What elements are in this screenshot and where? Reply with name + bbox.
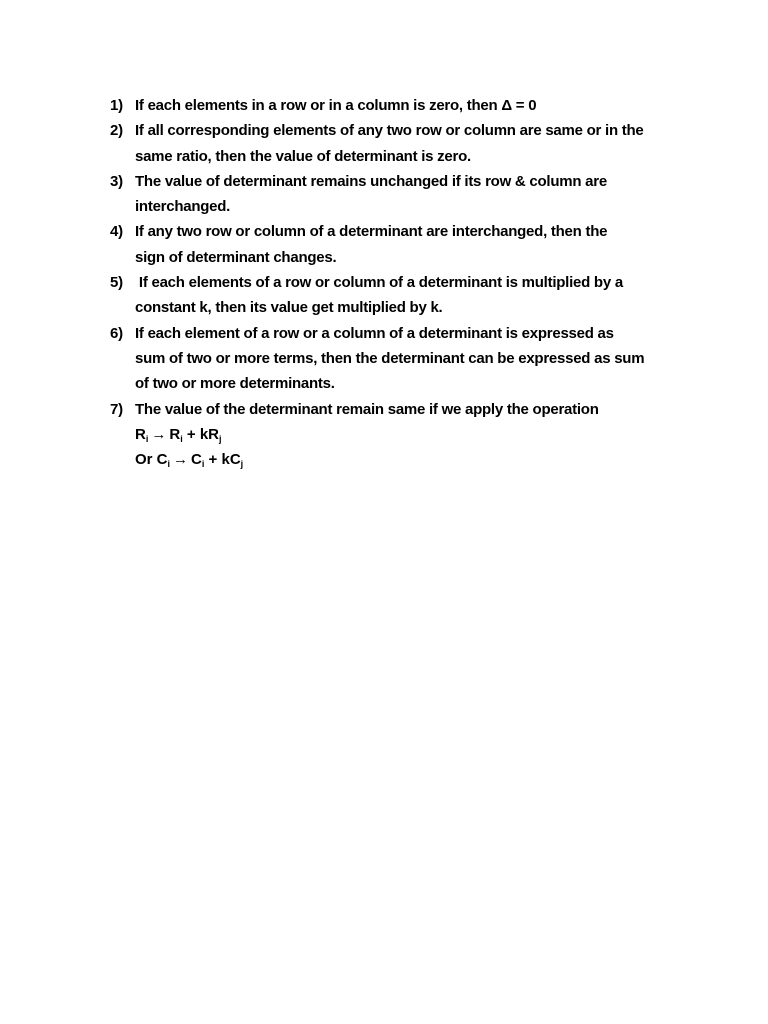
item-text xyxy=(135,169,685,220)
item-number: 7) xyxy=(110,400,123,418)
list-item-3 xyxy=(110,169,685,220)
item-line: The value of determinant remains unchanged if its row & column are xyxy=(135,172,607,190)
item-line: If any two row or column of a determinant are interchanged, then the xyxy=(135,223,608,241)
item-line: sign of determinant changes. xyxy=(135,248,337,266)
formula-term: C xyxy=(191,451,202,469)
formula-subscript: j xyxy=(240,459,244,470)
formula-term: R xyxy=(169,425,181,443)
formula-lhs: R xyxy=(135,425,146,443)
item-line: sum of two or more terms, then the determinant can be expressed as sum xyxy=(135,349,645,367)
formula-subscript: i xyxy=(201,459,205,470)
item-text xyxy=(135,118,685,169)
item-number: 3) xyxy=(110,172,123,190)
item-line: If each element of a row or a column of a determinant is expressed as xyxy=(135,324,614,342)
formula-subscript: i xyxy=(180,433,183,444)
list-item-7 xyxy=(110,397,685,473)
item-number: 2) xyxy=(110,122,123,140)
right-arrow-icon: → xyxy=(151,425,167,443)
item-text xyxy=(135,397,685,473)
item-number: 1) xyxy=(110,97,123,114)
row-operation-formula xyxy=(135,422,685,447)
item-line: interchanged. xyxy=(135,198,231,216)
item-line: If each elements in a row or in a column is zero, then Δ = 0 xyxy=(135,97,537,114)
item-text xyxy=(135,93,685,118)
item-line: constant k, then its value get multiplied by k. xyxy=(135,299,443,317)
item-number: 5) xyxy=(110,274,123,292)
formula-lhs: Or C xyxy=(135,451,168,469)
item-line: If all corresponding elements of any two row or column are same or in the xyxy=(135,122,644,140)
item-text xyxy=(135,270,685,321)
item-text xyxy=(135,321,685,397)
column-operation-formula xyxy=(135,447,685,472)
list-item-6 xyxy=(110,321,685,397)
item-number: 6) xyxy=(110,324,123,342)
item-line: same ratio, then the value of determinant is zero. xyxy=(135,147,471,165)
formula-subscript: i xyxy=(167,459,171,470)
item-line: of two or more determinants. xyxy=(135,375,335,393)
list-item-1 xyxy=(110,93,685,118)
formula-term: + kR xyxy=(182,425,219,443)
right-arrow-icon: → xyxy=(173,451,189,469)
list-item-4 xyxy=(110,219,685,270)
item-line: The value of the determinant remain same if we apply the operation xyxy=(135,400,599,418)
item-line: If each elements of a row or column of a determinant is multiplied by a xyxy=(135,274,623,292)
formula-term: + kC xyxy=(204,451,241,469)
item-number: 4) xyxy=(110,223,123,241)
formula-subscript: j xyxy=(219,433,222,444)
item-text xyxy=(135,219,685,270)
formula-subscript: i xyxy=(145,433,149,444)
properties-list xyxy=(110,93,685,472)
list-item-5 xyxy=(110,270,685,321)
list-item-2 xyxy=(110,118,685,169)
